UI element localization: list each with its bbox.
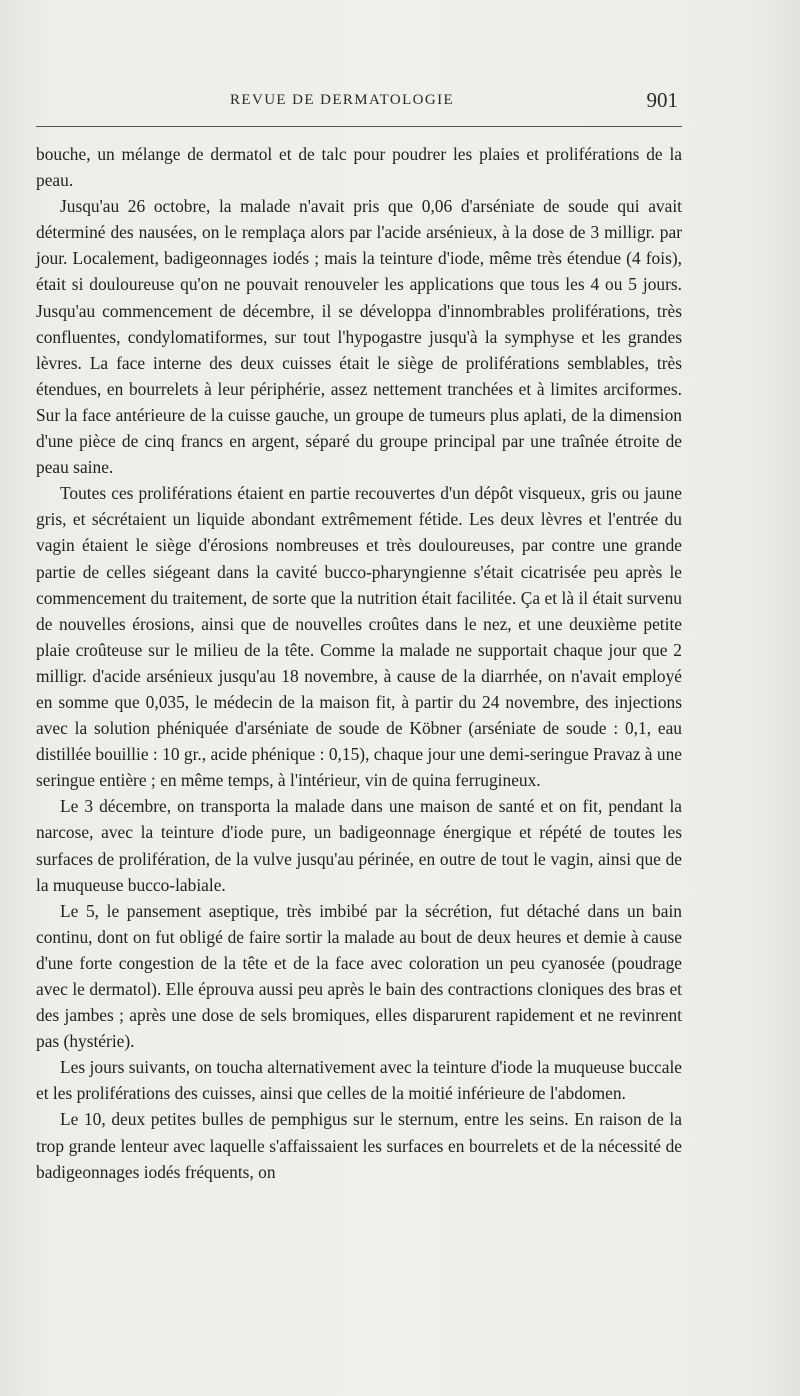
running-head bbox=[36, 88, 682, 114]
paragraph-7: Le 10, deux petites bulles de pemphigus sur le sternum, entre les seins. En raison de la trop grande lenteur avec laquelle s'affaissaient les surfaces en bourrelets et de la nécessité de badigeonnages iodés fréquents, on bbox=[36, 1109, 682, 1182]
paragraph-4: Le 3 décembre, on transporta la malade dans une maison de santé et on fit, pendant la narcose, avec la teinture d'iode pure, un badigeonnage énergique et répété de toutes les surfaces de prolifération, de la vulve jusqu'au périnée, en outre de tout le vagin, ainsi que de la muqueuse bucco-labiale. bbox=[36, 796, 682, 895]
header-rule bbox=[36, 126, 682, 127]
journal-title: REVUE DE DERMATOLOGIE bbox=[230, 92, 455, 108]
paragraph-1: bouche, un mélange de dermatol et de talc pour poudrer les plaies et proliférations de la peau. bbox=[36, 144, 682, 191]
page-number: 901 bbox=[646, 88, 678, 112]
paragraph-5: Le 5, le pansement aseptique, très imbibé par la sécrétion, fut détaché dans un bain continu, dont on fut obligé de faire sortir la malade au bout de deux heures et demie à cause d'une forte congestion de la tête et de la face avec coloration un peu cyanosée (poudrage avec le dermatol). Elle éprouva aussi peu après le bain des contractions cloniques des bras et des jambes ; après une dose de sels bromiques, elles disparurent rapidement et ne revinrent pas (hystérie). bbox=[36, 900, 682, 1052]
paragraph-6: Les jours suivants, on toucha alternativement avec la teinture d'iode la muqueuse buccale et les proliférations des cuisses, ainsi que celles de la moitié inférieure de l'abdomen. bbox=[36, 1057, 682, 1104]
body-text bbox=[36, 141, 682, 1185]
paragraph-3: Toutes ces proliférations étaient en partie recouvertes d'un dépôt visqueux, gris ou jaune gris, et sécrétaient un liquide abondant extrêmement fétide. Les deux lèvres et l'entrée du vagin étaient le siège d'érosions nombreuses et très douloureuses, par contre une grande partie de celles siégeant dans la cavité bucco-pharyngienne s'était cicatrisée peu après le commencement du traitement, de sorte que la nutrition était facilitée. Ça et là il était survenu de nouvelles érosions, ainsi que de nouvelles croûtes dans le nez, et une deuxième petite plaie croûteuse sur le milieu de la tête. Comme la malade ne supportait chaque jour que 2 milligr. d'acide arsénieux jusqu'au 18 novembre, à cause de la diarrhée, on n'avait employé en somme que 0,035, le médecin de la maison fit, à partir du 24 novembre, des injections avec la solution phéniquée d'arséniate de soude de Köbner (arséniate de soude : 0,1, eau distillée bouillie : 10 gr., acide phénique : 0,15), chaque jour une demi-seringue Pravaz à une seringue entière ; en même temps, à l'intérieur, vin de quina ferrugineux. bbox=[36, 483, 682, 791]
paragraph-2: Jusqu'au 26 octobre, la malade n'avait pris que 0,06 d'arséniate de soude qui avait déterminé des nausées, on le remplaça alors par l'acide arsénieux, à la dose de 3 milligr. par jour. Localement, badigeonnages iodés ; mais la teinture d'iode, même très étendue (4 fois), était si douloureuse qu'on ne pouvait renouveler les applications que tous les 4 ou 5 jours. Jusqu'au commencement de décembre, il se développa d'innombrables proliférations, très confluentes, condylomatiformes, sur tout l'hypogastre jusqu'à la symphyse et les grandes lèvres. La face interne des deux cuisses était le siège de proliférations semblables, très étendues, en bourrelets à leur périphérie, assez nettement tranchées et à limites arciformes. Sur la face antérieure de la cuisse gauche, un groupe de tumeurs plus aplati, de la dimension d'une pièce de cinq francs en argent, séparé du groupe principal par une traînée étroite de peau saine. bbox=[36, 196, 682, 478]
